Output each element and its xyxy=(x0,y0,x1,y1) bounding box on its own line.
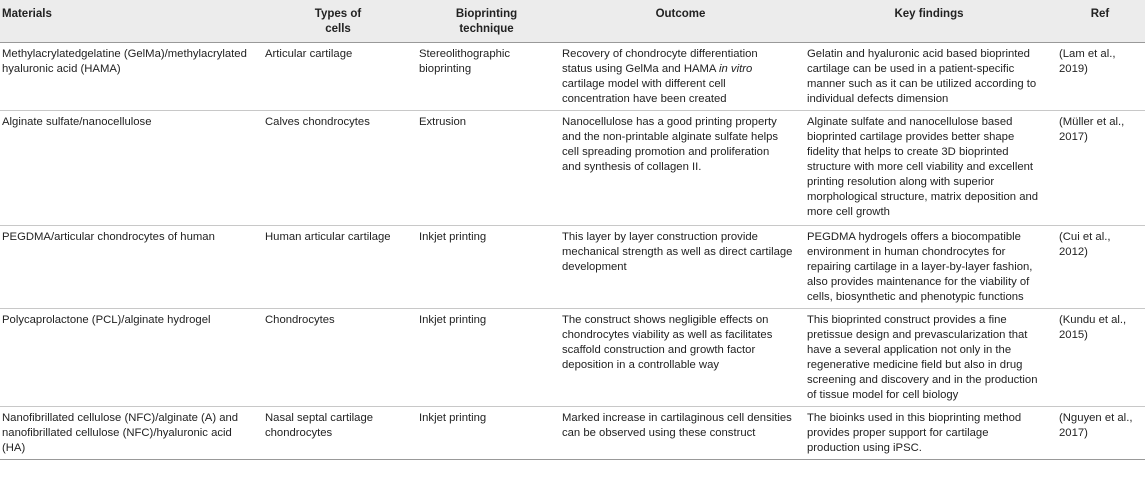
cell-key-findings: The bioinks used in this bioprinting method provides proper support for cartilage production using iPSC. xyxy=(803,407,1055,460)
header-technique: Bioprinting technique xyxy=(415,0,558,43)
table-row xyxy=(0,111,1145,226)
cell-materials: PEGDMA/articular chondrocytes of human xyxy=(0,226,261,309)
cell-cell-type: Nasal septal cartilage chondrocytes xyxy=(261,407,415,460)
table-row xyxy=(0,309,1145,407)
table-row xyxy=(0,407,1145,460)
cell-ref: (Cui et al., 2012) xyxy=(1055,226,1145,309)
cell-materials: Polycaprolactone (PCL)/alginate hydrogel xyxy=(0,309,261,407)
header-materials: Materials xyxy=(0,0,261,43)
cell-technique: Stereolithographic bioprinting xyxy=(415,43,558,111)
cell-materials: Alginate sulfate/nanocellulose xyxy=(0,111,261,226)
header-ref: Ref xyxy=(1055,0,1145,43)
cell-key-findings: PEGDMA hydrogels offers a biocompatible environment in human chondrocytes for repairing cartilage in a layer-by-layer fashion, also provides maintenance for the viability of cells, biosynthetic and phenotypic functions xyxy=(803,226,1055,309)
cell-ref: (Kundu et al., 2015) xyxy=(1055,309,1145,407)
cell-key-findings: This bioprinted construct provides a fine pretissue design and prevascularization that have a several application not only in the regenerative medicine field but also in drug screening and discovery and in the production of tissue model for cell biology xyxy=(803,309,1055,407)
outcome-text: Recovery of chondrocyte differentiation status using GelMa and HAMA xyxy=(562,48,758,75)
cell-key-findings: Alginate sulfate and nanocellulose based bioprinted cartilage provides better shape fidelity that helps to create 3D bioprinted structure with more cell viability and excellent printing resolution along with superior morphological structure, matrix deposition and more cell growth xyxy=(803,111,1055,226)
cell-key-findings: Gelatin and hyaluronic acid based bioprinted cartilage can be used in a patient-specific manner such as it can be utilized according to individual defects dimension xyxy=(803,43,1055,111)
cell-outcome: This layer by layer construction provide mechanical strength as well as direct cartilage development xyxy=(558,226,803,309)
header-outcome: Outcome xyxy=(558,0,803,43)
cell-cell-type: Chondrocytes xyxy=(261,309,415,407)
cell-ref: (Nguyen et al., 2017) xyxy=(1055,407,1145,460)
header-cell-types: Types of cells xyxy=(261,0,415,43)
cell-materials: Methylacrylatedgelatine (GelMa)/methylacrylated hyaluronic acid (HAMA) xyxy=(0,43,261,111)
cell-outcome: Marked increase in cartilaginous cell densities can be observed using these construct xyxy=(558,407,803,460)
cell-ref: (Müller et al., 2017) xyxy=(1055,111,1145,226)
cell-outcome xyxy=(558,43,803,111)
outcome-text-continued: cartilage model with different cell concentration have been created xyxy=(562,78,727,105)
cell-materials: Nanofibrillated cellulose (NFC)/alginate (A) and nanofibrillated cellulose (NFC)/hyaluronic acid (HA) xyxy=(0,407,261,460)
cell-technique: Inkjet printing xyxy=(415,226,558,309)
outcome-italic-text: in vitro xyxy=(718,63,753,75)
header-key-findings: Key findings xyxy=(803,0,1055,43)
table-row xyxy=(0,226,1145,309)
table-header-row xyxy=(0,0,1145,43)
cell-outcome: Nanocellulose has a good printing property and the non-printable alginate sulfate helps cell spreading promotion and proliferation and synthesis of collagen II. xyxy=(558,111,803,226)
cell-cell-type: Calves chondrocytes xyxy=(261,111,415,226)
table-row xyxy=(0,43,1145,111)
cell-technique: Extrusion xyxy=(415,111,558,226)
cell-cell-type: Human articular cartilage xyxy=(261,226,415,309)
cell-ref: (Lam et al., 2019) xyxy=(1055,43,1145,111)
cell-outcome: The construct shows negligible effects on chondrocytes viability as well as facilitates scaffold construction and growth factor deposition in a controllable way xyxy=(558,309,803,407)
cell-cell-type: Articular cartilage xyxy=(261,43,415,111)
cell-technique: Inkjet printing xyxy=(415,309,558,407)
cell-technique: Inkjet printing xyxy=(415,407,558,460)
